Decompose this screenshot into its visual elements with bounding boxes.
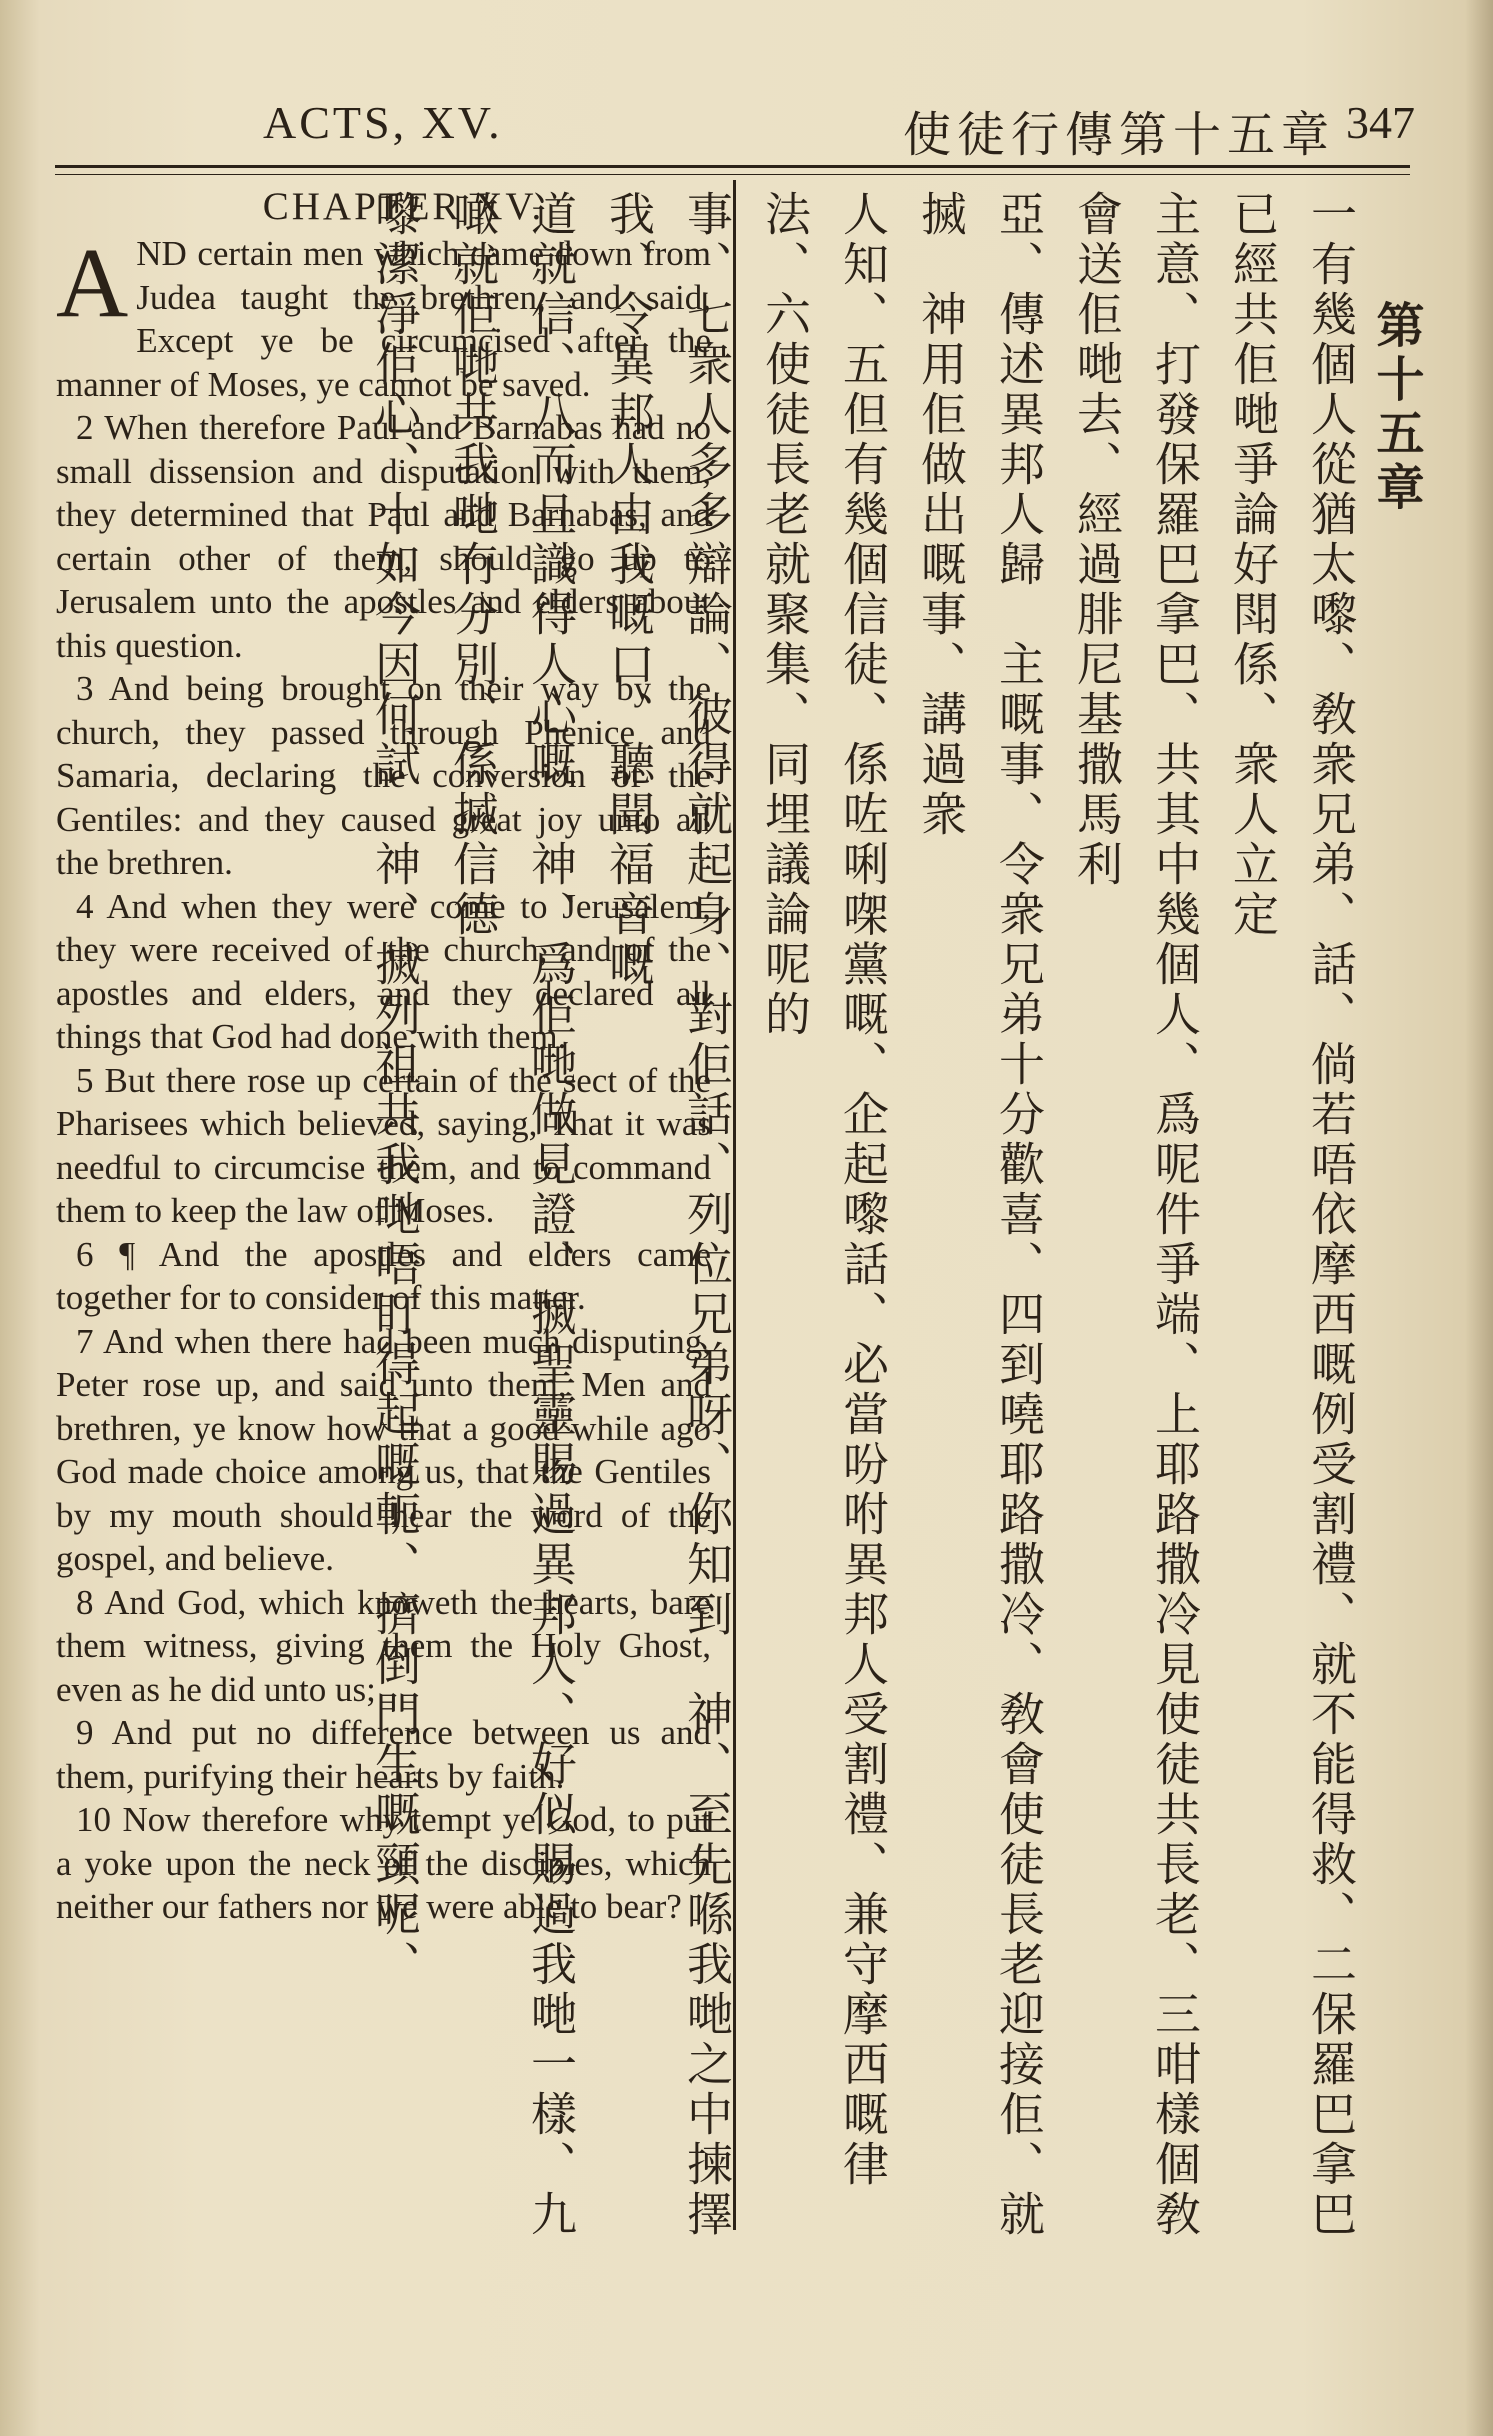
verse-9: 9 And put no difference between us and them, purifying their hearts by faith. (56, 1713, 711, 1796)
verse-7: 7 And when there had been much disputing, Peter rose up, and said unto them, Men and brethren, ye know how that a good while ago God made choice among us, that the Gentiles by my mouth should hear the word of the gospel, and believe. (56, 1321, 711, 1578)
chinese-line: 道就信、八而且識得人心嘅 神、爲佢哋做見證、搣聖靈賜過異邦人、好似賜過我哋一樣、九噉就佢哋共我哋冇分別、係搣信德 (446, 190, 578, 2240)
chinese-line: 主意、打發保羅巴拿巴、共其中幾個人、爲呢件爭端、上耶路撒冷見使徒共長老、三咁樣個敎會送佢哋去、經過腓尼基撒馬利 (1070, 190, 1202, 2240)
verse-8: 8 And God, which knoweth the hearts, bare them witness, giving them the Holy Ghost, even as he did unto us; (56, 1582, 711, 1709)
chinese-line: 一有幾個人從猶太嚟、敎衆兄弟、話、倘若唔依摩西嘅例受割禮、就不能得救、二保羅巴拿巴已經共佢哋爭論好閗係、衆人立定 (1226, 190, 1358, 2240)
verse-4: 4 And when they were come to Jerusalem, they were received of the church, and of the apostles and elders, and they declared all things that God had done with them. (56, 886, 711, 1056)
page-number: 347 (1346, 97, 1415, 148)
chinese-line: 亞、傳述異邦人歸 主嘅事、令衆兄弟十分歡喜、四到嘵耶路撒冷、敎會使徒長老迎接佢、就搣 神用佢做出嘅事、講過衆 (914, 190, 1046, 2240)
verse-1-text: ND certain men which came down from Judea taught the brethren, and said, Except ye be circumcised after the manner of Moses, ye cannot be saved. (56, 234, 711, 404)
drop-cap: A (56, 227, 129, 338)
running-header (55, 92, 1415, 162)
verse-6: 6 ¶ And the apostles and elders came together for to consider of this matter. (56, 1234, 711, 1317)
running-head-chinese: 使徒行傳第十五章 (902, 107, 1335, 163)
running-head-english: ACTS, XV. (263, 97, 503, 148)
page-edge-shadow (1465, 0, 1493, 2436)
verse-3: 3 And being brought on their way by the church, they passed through Phenice and Samaria, declaring the conversion of the Gentiles: and they caused great joy unto all the brethren. (56, 669, 711, 882)
chinese-line: 嚟潔淨佢心、十如今因何試 神、搣列祖共我哋唔盯得起嘅軛、擠倒門生嘅頸呢、 (368, 190, 422, 1990)
chinese-line: 人知、五但有幾個信徒、係咗唎㗎黨嘅、企起嚟話、必當吩咐異邦人受割禮、兼守摩西嘅律法、六使徒長老就聚集、同埋議論呢的 (758, 190, 890, 2190)
verse-10: 10 Now therefore why tempt ye God, to put a yoke upon the neck of the disciples, which neither our fathers nor we were able to bear? (56, 1800, 711, 1926)
verse-5: 5 But there rose up certain of the sect of the Pharisees which believed, saying, That it was needful to circumcise them, and to command them to keep the law of Moses. (56, 1060, 711, 1230)
chinese-line: 事、七衆人多多辯論、彼得就起身、對佢話、列位兄弟呀、你知到 神、至先喺我哋之中揀擇我、令異邦人由我嘅口、聽聞福音嘅 (602, 190, 734, 2240)
chinese-chapter-title: 第十五章 (1368, 300, 1424, 516)
chapter-title: CHAPTER XV. (262, 185, 545, 228)
verse-2: 2 When therefore Paul and Barnabas had no small dissension and disputation with them, they determined that Paul and Barnabas, and certain other of them, should go up to Jerusalem unto the apostles and elders about this question. (56, 408, 711, 665)
header-rule (55, 165, 1410, 175)
